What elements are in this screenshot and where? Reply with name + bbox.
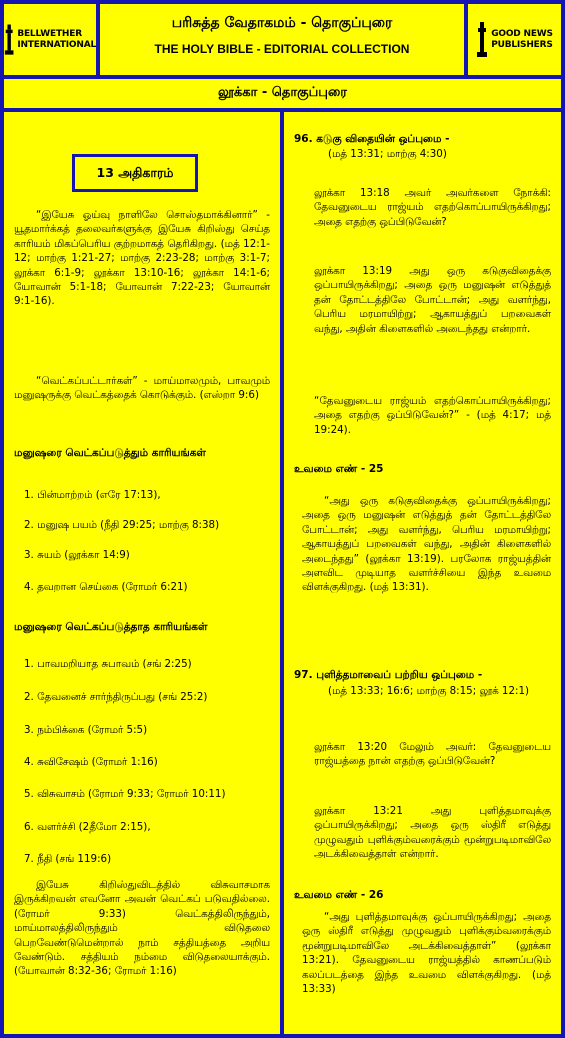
title-tamil: பரிசுத்த வேதாகமம் - தொகுப்புரை: [171, 15, 393, 31]
list-item: 5. விசுவாசம் (ரோமர் 9:33; ரோமர் 10:11): [24, 788, 226, 800]
logo-right-line2: PUBLISHERS: [491, 39, 553, 50]
section-97-title: 97. புளித்தமாவைப் பற்றிய ஒப்புமை -: [294, 669, 483, 681]
commentary-kingdom: “தேவனுடைய ராஜ்யம் எதற்கொப்பாயிருக்கிறது; அதை எதற்கு ஒப்பிடுவேன்?” - (மத் 4:17; மத் 19:24).: [314, 395, 551, 436]
heading-shaming-things: மனுஷரை வெட்கப்படுத்தும் காரியங்கள்: [14, 447, 206, 459]
list-item: 2. தேவனைச் சார்ந்திருப்பது (சங் 25:2): [24, 691, 208, 703]
section-96-title: 96. கடுகு விதையின் ஒப்புமை -: [294, 133, 450, 145]
subtitle: லூக்கா - தொகுப்புரை: [218, 85, 347, 100]
list-item: 3. சுயம் (லூக்கா 14:9): [24, 549, 130, 561]
list-item: 4. தவறான செய்கை (ரோமர் 6:21): [24, 581, 188, 593]
left-paragraph-3: இயேசு கிறிஸ்துவிடத்தில் விசுவாசமாக இருக்கிறவன் எவனோ அவன் வெட்கப் படுவதில்லை. (ரோமர் 9:33) வெட்கத்திலிருந்தும், மாய்மாலத்திலிருந்தும் விடுதலை பெறவேண்டுமென்றால் நாம் சத்தியத்தை அறிய வேண்டும். சத்தியம் நம்மை விடுதலையாக்கும். (யோவான் 8:32-36; ரோமர் 1:16): [14, 879, 270, 978]
logo-left-line1: BELLWETHER: [17, 28, 82, 39]
list-item: 1. பாவமறியாத சுபாவம் (சங் 2:25): [24, 658, 192, 670]
list-item: 7. நீதி (சங் 119:6): [24, 853, 112, 865]
subtitle-bar: [4, 79, 561, 108]
good-news-logo: [468, 4, 561, 75]
right-column: [284, 112, 561, 1034]
parable-26-heading: உவமை எண் - 26: [294, 889, 384, 901]
header-title-box: [100, 4, 464, 75]
parable-25-heading: உவமை எண் - 25: [294, 463, 384, 475]
logo-right-line1: GOOD NEWS: [491, 28, 553, 39]
list-item: 3. நம்பிக்கை (ரோமர் 5:5): [24, 724, 148, 736]
verse-13-20: லூக்கா 13:20 மேலும் அவர்: தேவனுடைய ராஜ்யத்தை நான் எதற்கு ஒப்பிடுவேன்?: [314, 741, 551, 768]
verse-13-19: லூக்கா 13:19 அது ஒரு கடுகுவிதைக்கு ஒப்பாயிருக்கிறது; அதை ஒரு மனுஷன் எடுத்துத் தன் தோட்டத்திலே போட்டான்; அது வளர்ந்து, பெரிய மரமாயிற்று; ஆகாயத்துப் பறவைகள் வந்து, அதின் கிளைகளில் அடைந்தது என்றார்.: [314, 265, 551, 335]
list-item: 2. மனுஷ பயம் (நீதி 29:25; மாற்கு 8:38): [24, 519, 220, 531]
lamp-icon: [476, 20, 488, 60]
lamp-icon: [4, 20, 14, 60]
verse-13-21: லூக்கா 13:21 அது புளித்தமாவுக்கு ஒப்பாயிருக்கிறது; அதை ஒரு ஸ்திரீ எடுத்து முழுவதும் புளிக்கும்வரைக்கும் மூன்றுபடிமாவிலே அடக்கிவைத்தாள் என்றார்.: [314, 805, 551, 861]
list-item: 4. சுவிசேஷம் (ரோமர் 1:16): [24, 756, 158, 768]
verse-13-18: லூக்கா 13:18 அவர் அவர்களை நோக்கி: தேவனுடைய ராஜ்யம் எதற்கொப்பாயிருக்கிறது; அதை எதற்கு ஒப்பிடுவேன்?: [314, 187, 551, 228]
left-column: [4, 112, 280, 1034]
list-item: 6. வளர்ச்சி (2தீமோ 2:15),: [24, 821, 151, 833]
title-english: THE HOLY BIBLE - EDITORIAL COLLECTION: [154, 42, 410, 56]
logo-left-line2: INTERNATIONAL: [17, 39, 96, 50]
bellwether-logo: [4, 4, 96, 75]
heading-non-shaming-things: மனுஷரை வெட்கப்படுத்தாத காரியங்கள்: [14, 621, 208, 633]
left-paragraph-2: “வெட்கப்பட்டார்கள்” - மாய்மாலமும், பாவமும் மனுஷருக்கு வெட்கத்தைக் கொடுக்கும். (எஸ்றா 9:6): [14, 375, 270, 402]
left-paragraph-1: “இயேசு ஓய்வு நாளிலே சொஸ்தமாக்கினார்” - யூதமார்க்கத் தலைவர்களுக்கு இயேசு கிறிஸ்து செய்த காரியம் மிகப்பெரிய குற்றமாகத் தெரிகிறது. (மத் 12:1-12; மாற்கு 1:21-27; மாற்கு 2:23-28; மாற்கு 3:1-7; லூக்கா 6:1-9; லூக்கா 13:10-16; லூக்கா 14:1-6; யோவான் 5:1-18; யோவான் 7:22-23; யோவான் 9:1-16).: [14, 209, 270, 308]
chapter-heading: 13 அதிகாரம்: [72, 154, 198, 192]
list-item: 1. பின்மாற்றம் (எரே 17:13),: [24, 489, 161, 501]
parable-26-text: “அது புளித்தமாவுக்கு ஒப்பாயிருக்கிறது; அதை ஒரு ஸ்திரீ எடுத்து முழுவதும் புளிக்கும்வரைக்கும் மூன்றுபடிமாவிலே அடக்கிவைத்தாள்” (லூக்கா 13:21). தேவனுடைய ராஜ்யத்தில் காணப்படும் கலப்படத்தை இந்த உவமை விளக்குகிறது. (மத் 13:33): [302, 911, 551, 996]
parable-25-text: “அது ஒரு கடுகுவிதைக்கு ஒப்பாயிருக்கிறது; அதை ஒரு மனுஷன் எடுத்துத் தன் தோட்டத்திலே போட்டான்; அது வளர்ந்து, பெரிய மரமாயிற்று; ஆகாயத்துப் பறவைகள் வந்து, அதின் கிளைகளில் அடைந்தது” (லூக்கா 13:19). பரலோக ராஜ்யத்தின் அளவிட முடியாத வளர்ச்சியை இந்த உவமை விளக்குகிறது. (மத் 13:31).: [302, 495, 551, 594]
section-97-ref: (மத் 13:33; 16:6; மாற்கு 8:15; லூக் 12:1): [328, 685, 530, 697]
section-96-ref: (மத் 13:31; மாற்கு 4:30): [328, 148, 447, 160]
